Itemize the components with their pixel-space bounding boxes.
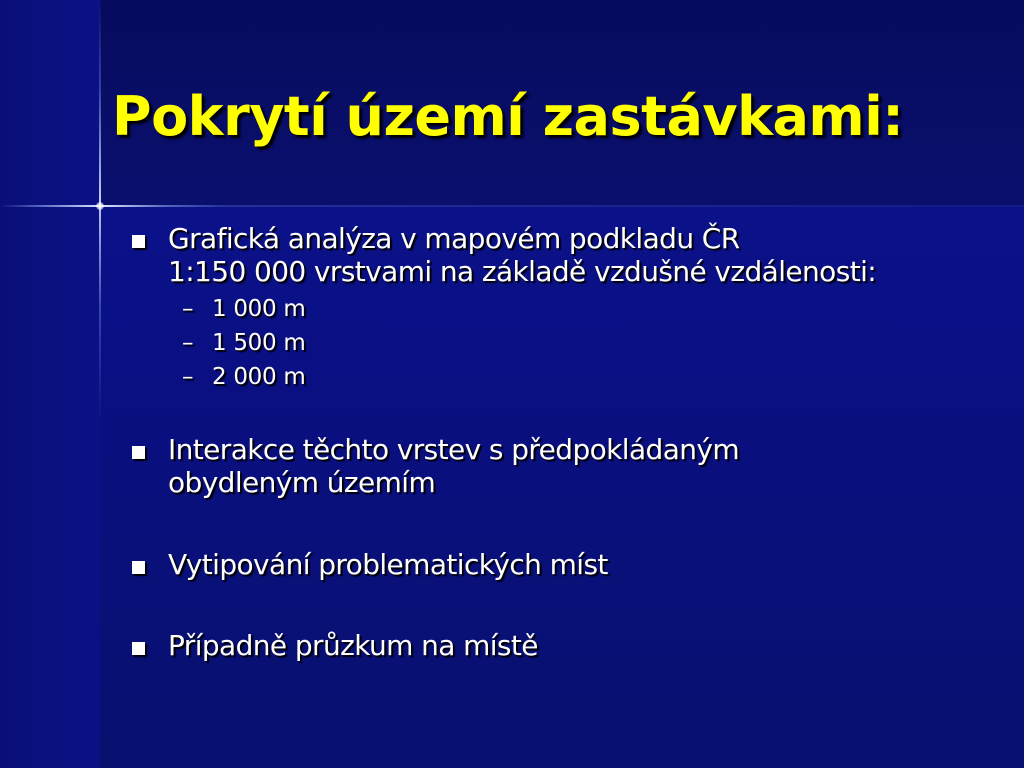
bullet-text-line: Vytipování problematických míst: [168, 548, 608, 581]
sub-item-label: 1 500 m: [212, 330, 306, 356]
sparkle-icon: [96, 202, 104, 210]
square-bullet-icon: [132, 642, 145, 655]
bullet-item-analysis: [130, 222, 1000, 394]
bullet-item-interaction: [130, 433, 1000, 499]
square-bullet-icon: [132, 446, 145, 459]
bullet-item-field-survey: [130, 629, 1000, 662]
bullet-text-line: Interakce těchto vrstev s předpokládaným: [168, 433, 740, 466]
sub-item-label: 2 000 m: [212, 364, 306, 390]
bullet-text-line: 1:150 000 vrstvami na základě vzdušné vzdálenosti:: [168, 255, 877, 288]
left-panel: [0, 0, 100, 768]
sub-item-distance: [168, 360, 1000, 394]
vertical-light-line: [99, 0, 101, 768]
dash-bullet-icon: –: [182, 364, 194, 390]
dash-bullet-icon: –: [182, 296, 194, 322]
distance-sub-list: [168, 292, 1000, 394]
bullet-item-problem-spots: [130, 548, 1000, 581]
dash-bullet-icon: –: [182, 330, 194, 356]
horizontal-light-line: [0, 205, 1024, 207]
bullet-list: [130, 222, 1000, 662]
bullet-text-line: Grafická analýza v mapovém podkladu ČR: [168, 222, 740, 255]
sub-item-label: 1 000 m: [212, 296, 306, 322]
bullet-text-line: Případně průzkum na místě: [168, 629, 538, 662]
square-bullet-icon: [132, 561, 145, 574]
slide-title: Pokrytí území zastávkami:: [112, 85, 904, 148]
square-bullet-icon: [132, 235, 145, 248]
bullet-text-line: obydleným územím: [168, 466, 436, 499]
sub-item-distance: [168, 292, 1000, 326]
sub-item-distance: [168, 326, 1000, 360]
